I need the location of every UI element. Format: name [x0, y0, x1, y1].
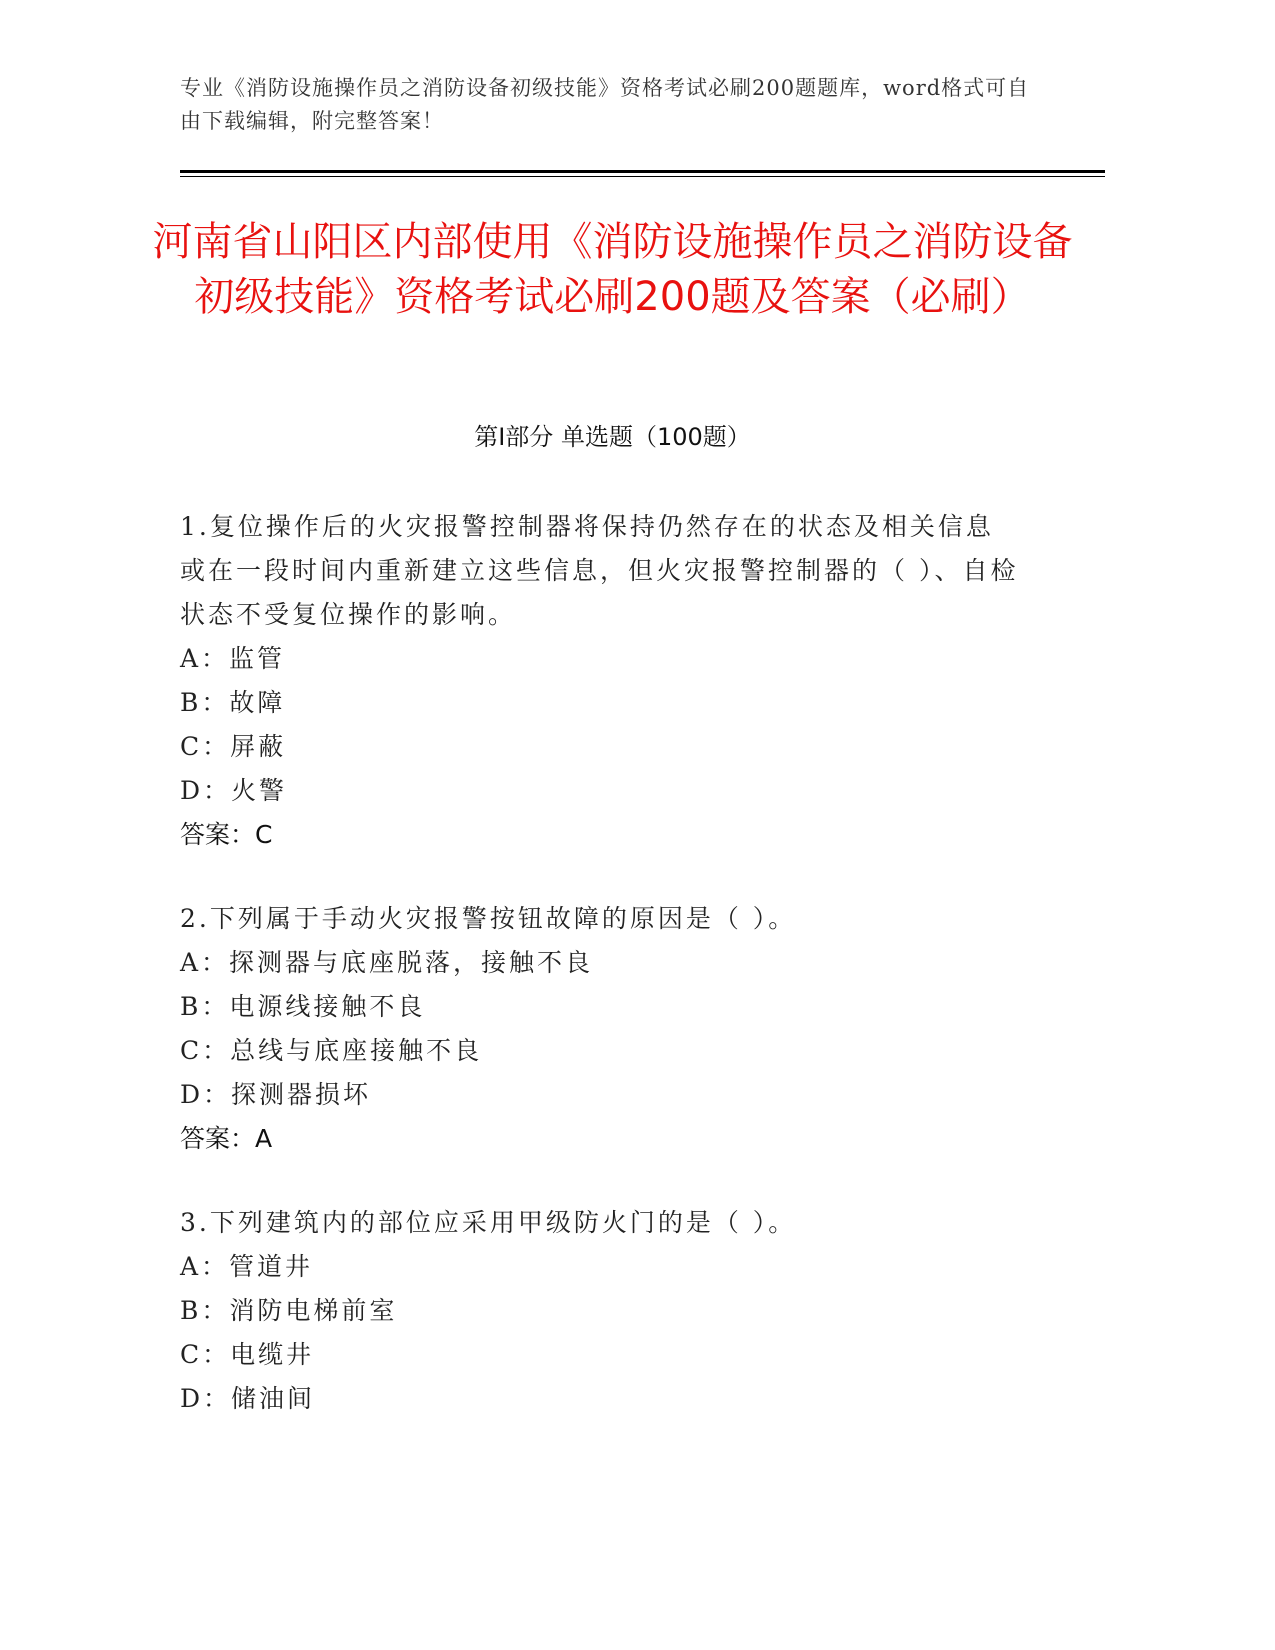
answer-line: 答案：A	[180, 1124, 273, 1153]
answer-line: 答案：C	[180, 820, 273, 849]
question-stem: 1.复位操作后的火灾报警控制器将保持仍然存在的状态及相关信息或在一段时间内重新建立这些信息，但火灾报警控制器的（ ）、自检状态不受复位操作的影响。	[180, 512, 1019, 629]
section-title: 第I部分 单选题（100题）	[474, 423, 751, 451]
option-b: B：消防电梯前室	[180, 1296, 398, 1325]
question-stem: 2.下列属于手动火灾报警按钮故障的原因是（ ）。	[180, 904, 797, 933]
question-list	[180, 505, 1020, 1461]
option-b: B：故障	[180, 688, 286, 717]
option-b: B：电源线接触不良	[180, 992, 426, 1021]
header-divider-thick	[180, 170, 1105, 173]
option-c: C：总线与底座接触不良	[180, 1036, 483, 1065]
question-3	[180, 1201, 1020, 1421]
option-d: D：火警	[180, 776, 288, 805]
option-d: D：探测器损坏	[180, 1080, 372, 1109]
option-d: D：储油间	[180, 1384, 316, 1413]
option-a: A：管道井	[180, 1252, 314, 1281]
question-2	[180, 897, 1020, 1161]
question-1	[180, 505, 1020, 857]
option-a: A：探测器与底座脱落，接触不良	[180, 948, 594, 977]
option-c: C：屏蔽	[180, 732, 287, 761]
option-c: C：电缆井	[180, 1340, 315, 1369]
option-a: A：监管	[180, 644, 286, 673]
question-stem: 3.下列建筑内的部位应采用甲级防火门的是（ ）。	[180, 1208, 797, 1237]
header-note: 专业《消防设施操作员之消防设备初级技能》资格考试必刷200题题库，word格式可自由下载编辑，附完整答案！	[180, 76, 1030, 133]
header-divider-thin	[180, 176, 1105, 177]
document-title: 河南省山阳区内部使用《消防设施操作员之消防设备初级技能》资格考试必刷200题及答案（必刷）	[152, 219, 1073, 320]
